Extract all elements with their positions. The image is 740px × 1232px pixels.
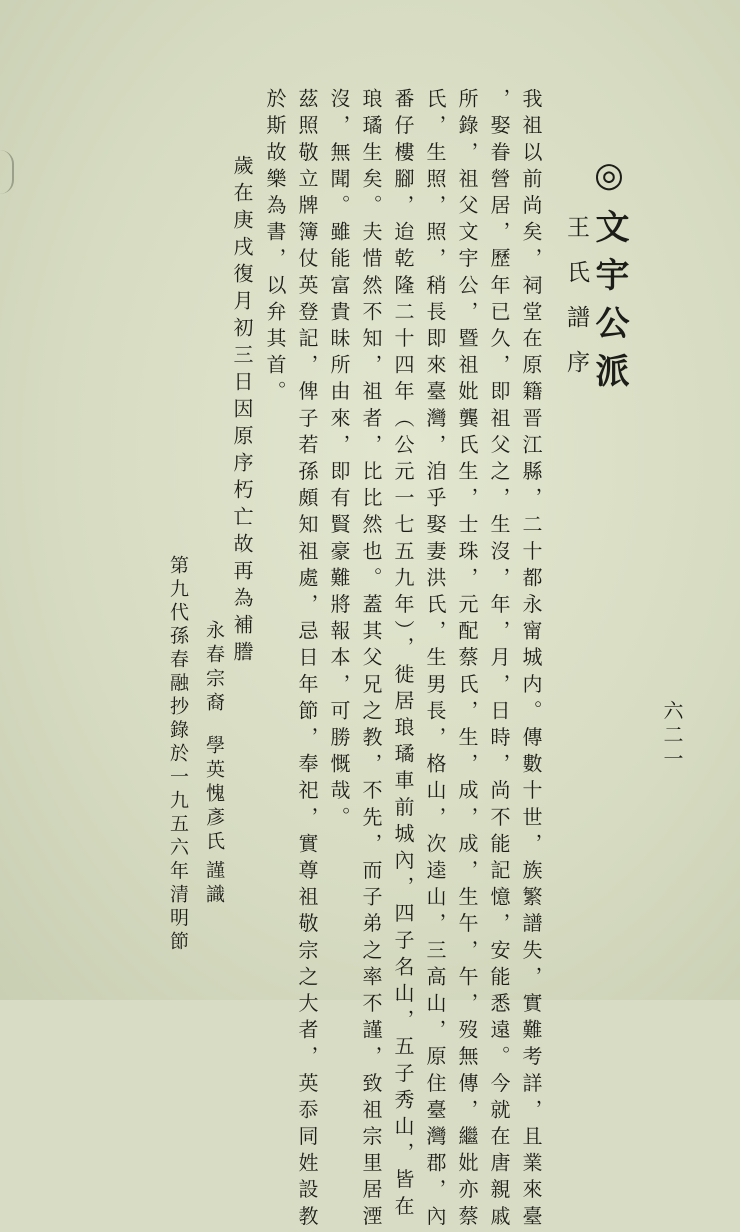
body-column-2: ，娶眷營居，歷年已久，即祖父之，生沒，年，月，日時，尚不能記憶，安能悉遠。今就在唐親戚 bbox=[487, 88, 511, 1232]
body-column-8: 茲照敬立牌簿仗英登記，俾子若孫頗知祖處，忌日年節，奉祀，實尊祖敬宗之大者，英忝同姓設教 bbox=[295, 88, 319, 1232]
page-number: 六二一 bbox=[660, 700, 684, 772]
binding-edge-mark bbox=[0, 150, 14, 194]
body-column-1: 我祖以前尚矣，祠堂在原籍晋江縣，二十都永甯城内。傳數十世，族繁譜失，實難考詳，且業來臺 bbox=[519, 88, 543, 1232]
body-column-7: 沒，無聞。雖能富貴昧所由來，即有賢豪難將報本，可勝慨哉。 bbox=[327, 88, 351, 833]
copyist-line: 第九代孫春融抄錄於一九五六年清明節 bbox=[167, 555, 189, 955]
body-column-9: 於斯故樂為書，以弁其首。 bbox=[263, 88, 287, 408]
signature-respect: 謹識 bbox=[203, 860, 225, 908]
signature-origin: 永春宗裔 bbox=[203, 620, 225, 716]
date-line: 歲在庚戌復月初三日因原序朽亡故再為補謄 bbox=[230, 155, 254, 668]
signature-author: 學英愧彥氏 bbox=[203, 735, 225, 855]
body-column-6: 琅璚生矣。夫惜然不知，祖者，比比然也。蓋其父兄之教，不先，而子弟之率不謹，致祖宗里居湮 bbox=[359, 88, 383, 1232]
page-subtitle: 王氏譜序 bbox=[563, 215, 589, 395]
body-column-5: 番仔樓腳，迨乾隆二十四年（公元一七五九年），徙居琅璚車前城內，四子名山，五子秀山，皆在 bbox=[391, 88, 415, 1222]
body-column-3: 所錄，祖父文宇公，暨祖妣龔氏生，士珠，元配蔡氏，生，成，成，生午，午，歿無傳，繼妣亦蔡 bbox=[455, 88, 479, 1232]
body-column-4: 氏，生照，照，稍長即來臺灣，洎乎娶妻洪氏，生男長，格山，次逵山，三高山，原住臺灣郡，內 bbox=[423, 88, 447, 1232]
page-title: ◎文宇公派 bbox=[589, 155, 629, 401]
